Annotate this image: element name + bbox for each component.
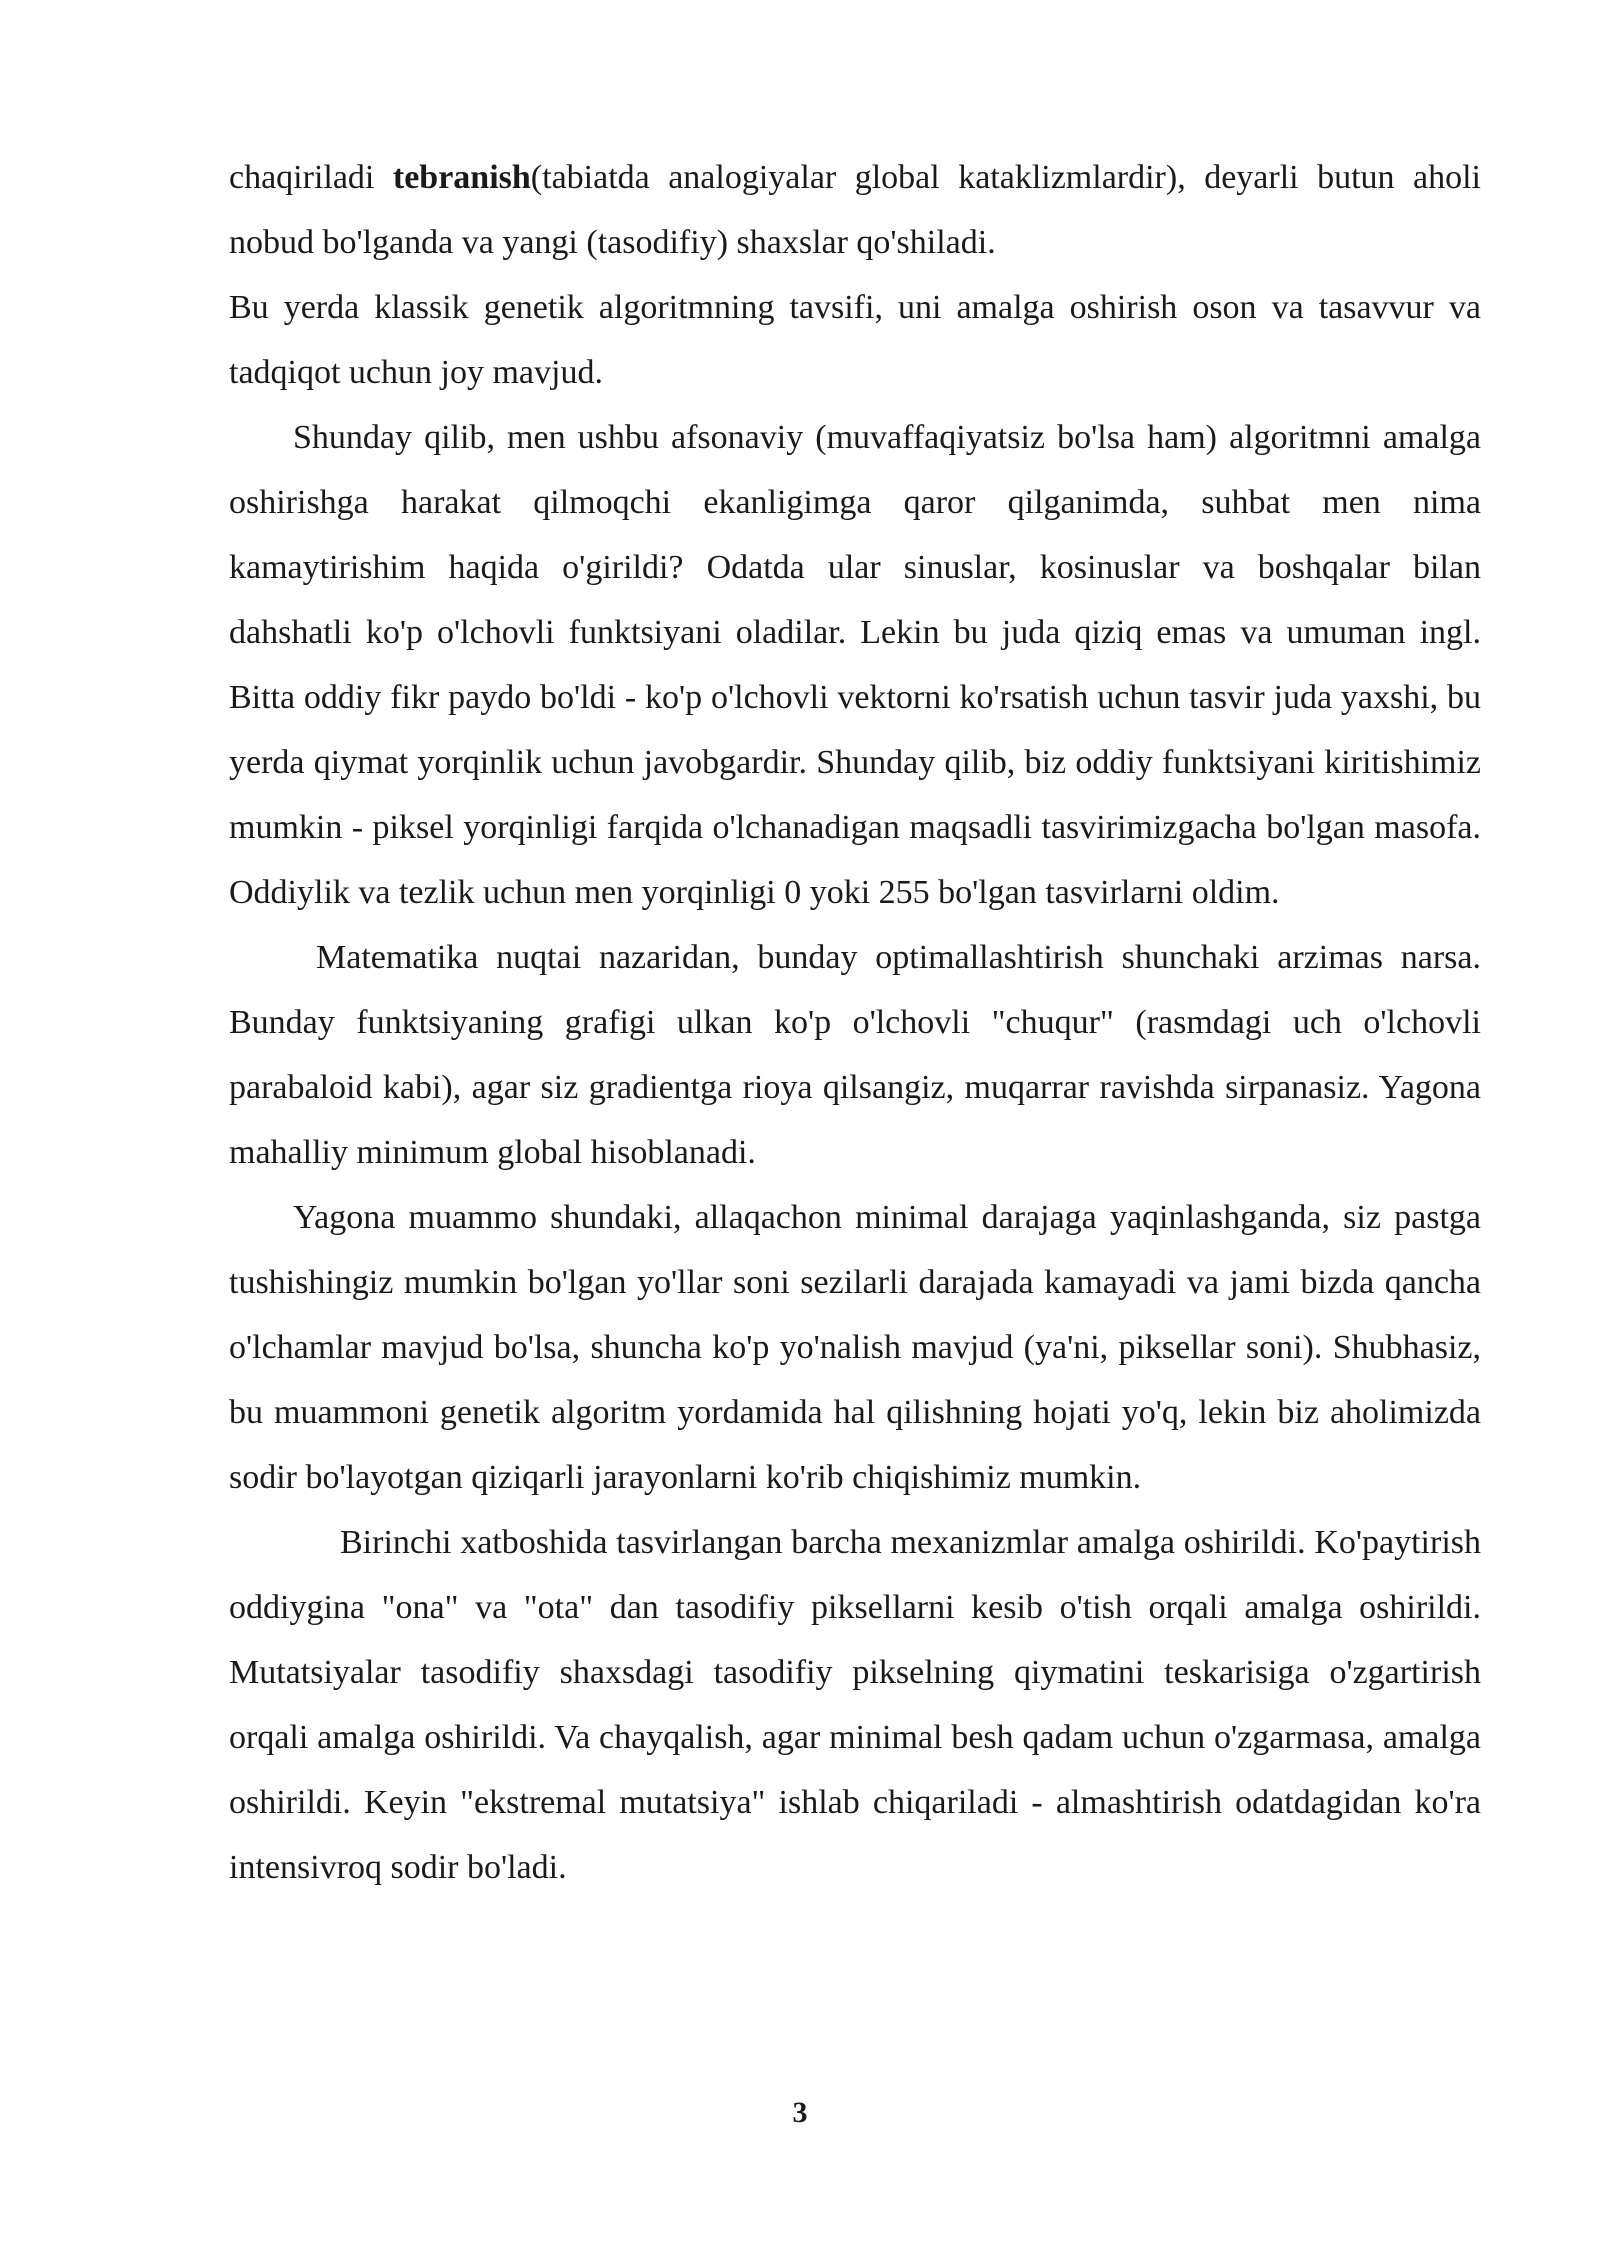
paragraph-4: Matematika nuqtai nazaridan, bunday optimallashtirish shunchaki arzimas narsa. Bunday funktsiyaning grafigi ulkan ko'p o'lchovli "chuqur" (rasmdagi uch o'lchovli parabaloid kabi), agar siz gradientga rioya qilsangiz, muqarrar ravishda sirpanasiz. Yagona mahalliy minimum global hisoblanadi. <box>229 939 1481 1171</box>
paragraph-5: Yagona muammo shundaki, allaqachon minimal darajaga yaqinlashganda, siz pastga tushishingiz mumkin bo'lgan yo'llar soni sezilarli darajada kamayadi va jami bizda qancha o'lchamlar mavjud bo'lsa, shuncha ko'p yo'nalish mavjud (ya'ni, piksellar soni). Shubhasiz, bu muammoni genetik algoritm yordamida hal qilishning hojati yo'q, lekin biz aholimizda sodir bo'layotgan qiziqarli jarayonlarni ko'rib chiqishimiz mumkin. <box>229 1199 1481 1496</box>
paragraph-2: Bu yerda klassik genetik algoritmning tavsifi, uni amalga oshirish oson va tasavvur va tadqiqot uchun joy mavjud. <box>229 289 1481 391</box>
paragraph-1-rest: (tabiatda analogiyalar global kataklizmlardir), deyarli butun aholi nobud bo'lganda va yangi (tasodifiy) shaxslar qo'shiladi. <box>229 159 1481 261</box>
document-body <box>229 145 1481 1900</box>
page-number: 3 <box>792 2096 808 2129</box>
paragraph-6: Birinchi xatboshida tasvirlangan barcha mexanizmlar amalga oshirildi. Ko'paytirish oddiygina "ona" va "ota" dan tasodifiy piksellarni kesib o'tish orqali amalga oshirildi. Mutatsiyalar tasodifiy shaxsdagi tasodifiy pikselning qiymatini teskarisiga o'zgartirish orqali amalga oshirildi. Va chayqalish, agar minimal besh qadam uchun o'zgarmasa, amalga oshirildi. Keyin "ekstremal mutatsiya" ishlab chiqariladi - almashtirish odatdagidan ko'ra intensivroq sodir bo'ladi. <box>229 1524 1481 1886</box>
paragraph-1 <box>229 145 1481 275</box>
paragraph-3: Shunday qilib, men ushbu afsonaviy (muvaffaqiyatsiz bo'lsa ham) algoritmni amalga oshirishga harakat qilmoqchi ekanligimga qaror qilganimda, suhbat men nima kamaytirishim haqida o'girildi? Odatda ular sinuslar, kosinuslar va boshqalar bilan dahshatli ko'p o'lchovli funktsiyani oladilar. Lekin bu juda qiziq emas va umuman ingl. Bitta oddiy fikr paydo bo'ldi - ko'p o'lchovli vektorni ko'rsatish uchun tasvir juda yaxshi, bu yerda qiymat yorqinlik uchun javobgardir. Shunday qilib, biz oddiy funktsiyani kiritishimiz mumkin - piksel yorqinligi farqida o'lchanadigan maqsadli tasvirimizgacha bo'lgan masofa. Oddiylik va tezlik uchun men yorqinligi 0 yoki 255 bo'lgan tasvirlarni oldim. <box>229 419 1481 911</box>
paragraph-1-start: chaqiriladi <box>229 159 393 196</box>
bold-term: tebranish <box>392 159 531 196</box>
